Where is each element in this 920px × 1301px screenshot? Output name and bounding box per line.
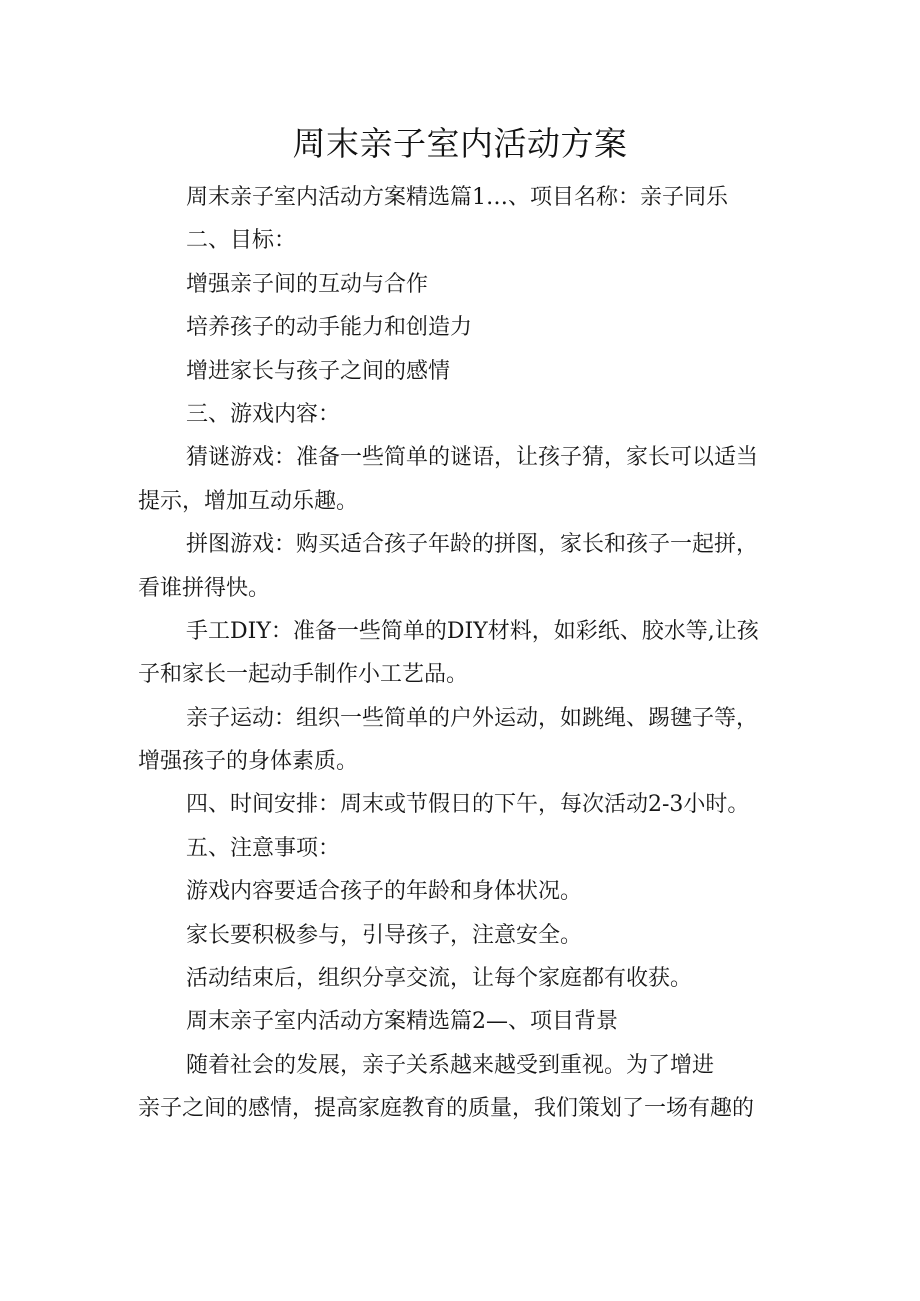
body-line: 手工DIY：准备一些简单的DIY材料，如彩纸、胶水等,让孩 — [186, 618, 759, 644]
body-line: 五、注意事项： — [186, 835, 341, 861]
body-line: 亲子运动：组织一些简单的户外运动，如跳绳、踢毽子等， — [186, 705, 759, 731]
body-line: 四、时间安排：周末或节假日的下午，每次活动2-3小时。 — [186, 792, 750, 818]
body-line: 培养孩子的动手能力和创造力 — [186, 315, 473, 341]
body-line: 增强孩子的身体素质。 — [138, 749, 359, 775]
body-line: 子和家长一起动手制作小工艺品。 — [138, 662, 469, 688]
body-line: 三、游戏内容： — [186, 401, 341, 427]
body-line: 周末亲子室内活动方案精选篇2—、项目背景 — [186, 1009, 618, 1035]
body-line: 游戏内容要适合孩子的年龄和身体状况。 — [186, 879, 583, 905]
document-title: 周末亲子室内活动方案 — [292, 124, 628, 163]
body-line: 猜谜游戏：准备一些简单的谜语，让孩子猜，家长可以适当 — [186, 445, 759, 471]
document-body — [138, 176, 788, 1131]
body-line: 提示，增加互动乐趣。 — [138, 488, 359, 514]
body-line: 增进家长与孩子之间的感情 — [186, 358, 451, 384]
body-line: 随着社会的发展，亲子关系越来越受到重视。为了增进 — [186, 1052, 715, 1078]
body-line: 看谁拼得快。 — [138, 575, 271, 601]
body-line: 家长要积极参与，引导孩子，注意安全。 — [186, 922, 583, 948]
body-line: 拼图游戏：购买适合孩子年龄的拼图，家长和孩子一起拼， — [186, 532, 759, 558]
body-line: 二、目标： — [186, 228, 297, 254]
body-line: 活动结束后，组织分享交流，让每个家庭都有收获。 — [186, 966, 693, 992]
body-line: 亲子之间的感情，提高家庭教育的质量，我们策划了一场有趣的 — [138, 1096, 755, 1122]
body-line: 增强亲子间的互动与合作 — [186, 271, 429, 297]
body-line: 周末亲子室内活动方案精选篇1…、项目名称：亲子同乐 — [186, 185, 728, 210]
